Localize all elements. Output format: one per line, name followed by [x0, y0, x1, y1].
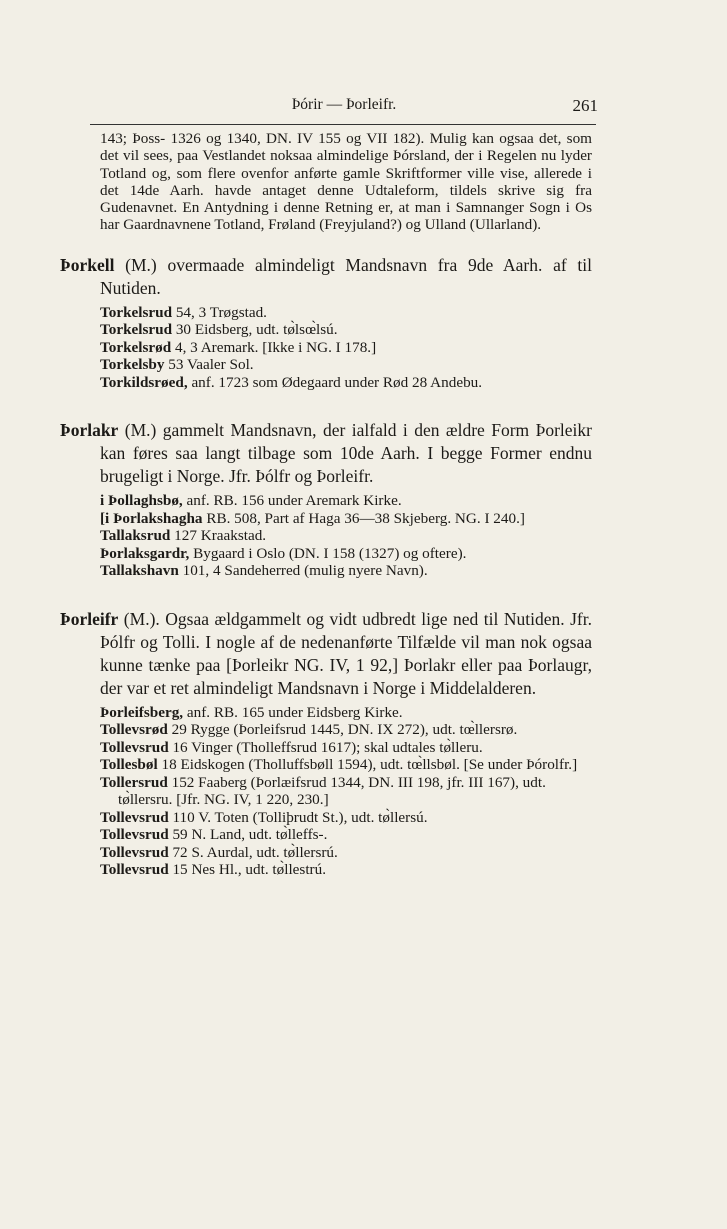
place-detail: 15 Nes Hl., udt. tø̀llestrú. — [168, 861, 327, 879]
entry-heading — [60, 608, 592, 700]
headword: Þorkell — [60, 254, 115, 275]
list-item — [100, 356, 592, 374]
place-detail: 16 Vinger (Tholleffsrud 1617); skal udtales tø̀lleru. — [168, 738, 483, 756]
place-name: Tollersrud — [100, 773, 168, 791]
place-detail: RB. 508, Part af Haga 36—38 Skjeberg. NG. I 240.] — [202, 509, 525, 527]
place-name: Tollesbøl — [100, 756, 158, 774]
place-name-list — [100, 704, 592, 879]
headword: Þorleifr — [60, 608, 119, 629]
entry-thorleifr — [60, 608, 592, 879]
place-name-list — [100, 492, 592, 580]
headword: Þorlakr — [60, 420, 119, 441]
running-title: Þórir — Þorleifr. — [291, 96, 397, 113]
place-name: Torkildsrøed, — [100, 373, 188, 391]
list-item — [100, 562, 592, 580]
list-item — [100, 304, 592, 322]
place-detail: 4, 3 Aremark. [Ikke i NG. I 178.] — [171, 338, 377, 356]
page-number: 261 — [572, 96, 598, 115]
place-detail: 29 Rygge (Þorleifsrud 1445, DN. IX 272), udt. tœ̀llersrø. — [167, 721, 518, 739]
entry-text: (M.) overmaade almindeligt Mandsnavn fra 9de Aarh. af til Nutiden. — [100, 254, 592, 298]
header-rule — [90, 124, 596, 125]
place-name: Torkelsby — [100, 356, 165, 374]
place-name: Tollevsrud — [100, 826, 169, 844]
place-detail: 18 Eidskogen (Tholluffsbøll 1594), udt. tœ̀llsbøl. [Se under Þórolfr.] — [157, 756, 578, 774]
place-detail: 53 Vaaler Sol. — [164, 356, 254, 374]
list-item — [100, 527, 592, 545]
list-item — [100, 721, 592, 739]
place-name: Þorlaksgardr, — [100, 544, 190, 562]
place-name: Torkelsrud — [100, 321, 173, 339]
place-name-list — [100, 304, 592, 392]
entry-thorlakr — [60, 419, 592, 580]
page-header — [90, 96, 598, 120]
place-name: Tollevsrud — [100, 861, 169, 879]
list-item — [100, 545, 592, 563]
place-detail: anf. 1723 som Ødegaard under Rød 28 Andebu. — [187, 373, 483, 391]
list-item — [100, 826, 592, 844]
place-detail: 127 Kraakstad. — [170, 527, 267, 545]
place-detail: 110 V. Toten (Tolliþrudt St.), udt. tø̀llersú. — [168, 808, 428, 826]
list-item — [100, 704, 592, 722]
list-item — [100, 339, 592, 357]
list-item — [100, 321, 592, 339]
place-detail: 101, 4 Sandeherred (mulig nyere Navn). — [178, 562, 428, 580]
place-name: Tallakshavn — [100, 562, 179, 580]
place-name: Torkelsrød — [100, 338, 172, 356]
place-detail: Bygaard i Oslo (DN. I 158 (1327) og oftere). — [189, 544, 467, 562]
list-item — [100, 739, 592, 757]
list-item — [100, 844, 592, 862]
place-name: Þorleifsberg, — [100, 703, 184, 721]
list-item — [100, 774, 592, 809]
page-body — [60, 130, 592, 879]
place-detail: 152 Faaberg (Þorlæifsrud 1344, DN. III 198, jfr. III 167), udt. tø̀llersru. [Jfr. NG. IV, 1 220, 230.] — [118, 773, 546, 809]
list-item — [100, 492, 592, 510]
intro-paragraph: 143; Þoss- 1326 og 1340, DN. IV 155 og VII 182). Mulig kan ogsaa det, som det vil sees, paa Vestlandet noksaa almindelige Þórsland, der i Regelen nu lyder Totland og, som flere ovenfor anførte gamle Skriftformer ville vise, allerede i det 14de Aarh. havde antaget denne Udtaleform, tildels skrive sig fra Gudenavnet. En Antydning i denne Retning er, at man i Samnanger Sogn i Os har Gaardnavnene Totland, Frøland (Freyjuland?) og Ulland (Ullarland). — [100, 130, 592, 234]
place-name: Tollevsrud — [100, 808, 169, 826]
list-item — [100, 809, 592, 827]
entry-text: (M.) gammelt Mandsnavn, der ialfald i den ældre Form Þorleikr kan føres saa langt tilbage som 10de Aarh. I begge Former endnu brugeligt i Norge. Jfr. Þólfr og Þorleifr. — [100, 420, 592, 487]
place-name: i Þollaghsbø, — [100, 492, 183, 510]
list-item — [100, 374, 592, 392]
place-name: Torkelsrud — [100, 303, 173, 321]
place-name: [i Þorlakshagha — [100, 509, 203, 527]
list-item — [100, 510, 592, 528]
entry-heading — [60, 419, 592, 488]
place-detail: anf. RB. 165 under Eidsberg Kirke. — [183, 703, 403, 721]
place-detail: 59 N. Land, udt. tø̀lleffs-. — [168, 826, 328, 844]
place-detail: 72 S. Aurdal, udt. tø̀llersrú. — [168, 843, 338, 861]
place-name: Tallaksrud — [100, 527, 171, 545]
entry-text: (M.). Ogsaa ældgammelt og vidt udbredt lige ned til Nutiden. Jfr. Þólfr og Tolli. I nogle af de nedenanførte Tilfælde vil man nok ogsaa kunne tænke paa [Þorleikr NG. IV, 1 92,] Þorlakr eller paa Þorlaugr, der var et ret almindeligt Mandsnavn i Norge i Middelalderen. — [100, 608, 592, 698]
list-item — [100, 861, 592, 879]
entry-thorkell — [60, 254, 592, 392]
place-name: Tollevsrud — [100, 738, 169, 756]
place-detail: anf. RB. 156 under Aremark Kirke. — [182, 492, 402, 510]
place-detail: 30 Eidsberg, udt. tø̀lsœ̀lsú. — [172, 321, 338, 339]
place-name: Tollevsrud — [100, 843, 169, 861]
list-item — [100, 756, 592, 774]
place-detail: 54, 3 Trøgstad. — [172, 303, 267, 321]
place-name: Tollevsrød — [100, 721, 168, 739]
entry-heading — [60, 254, 592, 300]
